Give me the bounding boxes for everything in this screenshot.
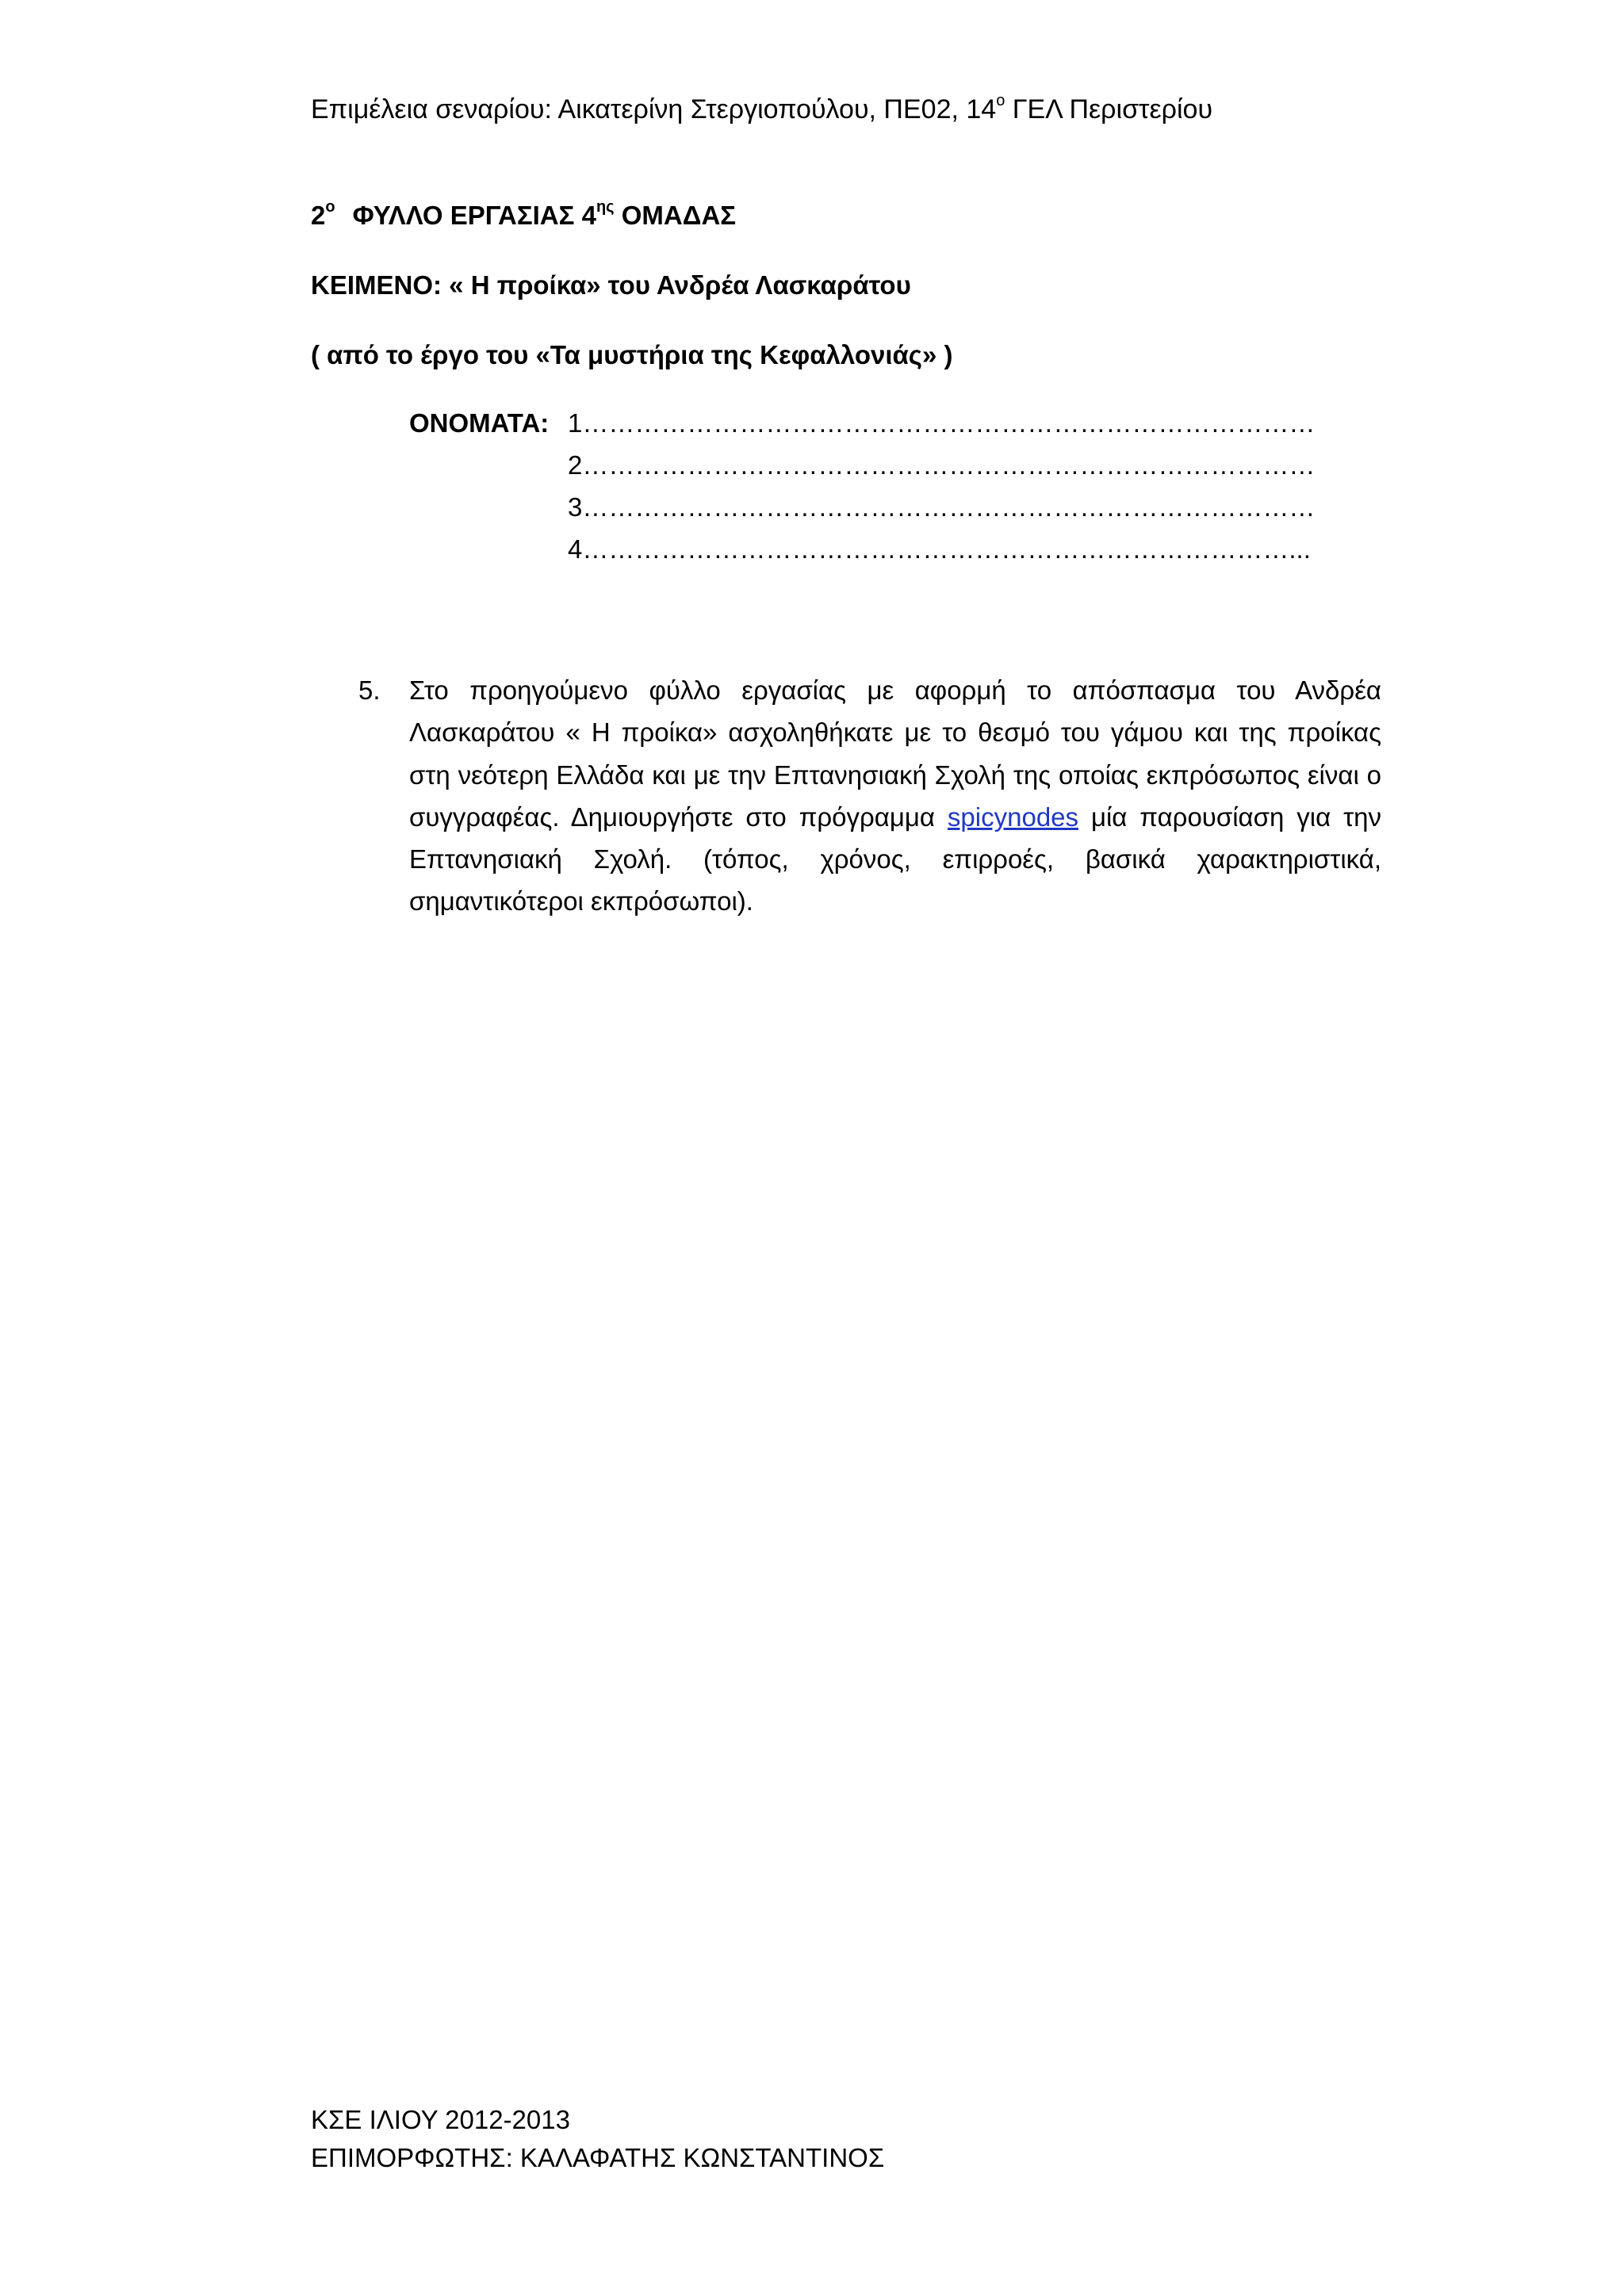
name-line-4: 4………………………………………………………………………... [568,534,1311,564]
spicynodes-link[interactable]: spicynodes [947,802,1079,832]
header-superscript: ο [996,92,1005,109]
header-text-end: ΓΕΛ Περιστερίου [1005,94,1213,124]
names-label: ΟΝΟΜΑΤΑ: [409,408,550,438]
task-text-end: μία παρουσίαση για την Επτανησιακή Σχολή. (τόπος, χρόνος, επιρροές, βασικά χαρακτηριστικά, σημαντικότεροι εκπρόσωποι). [409,802,1381,916]
task-number: 5. [358,675,381,705]
footer-line-1: ΚΣΕ ΙΛΙΟΥ 2012-2013 [311,2105,570,2134]
page-header [311,89,1212,134]
title-superscript: ης [596,198,615,216]
title-text-end: ΟΜΑΔΑΣ [614,201,737,230]
source-heading: ( από το έργο του «Τα μυστήρια της Κεφαλλονιάς» ) [311,340,953,369]
name-line-2: 2………………………………………………………………………… [568,450,1316,480]
title-text: ΦΥΛΛΟ ΕΡΓΑΣΙΑΣ 4 [352,201,596,230]
footer-line-2: ΕΠΙΜΟΡΦΩΤΗΣ: ΚΑΛΑΦΑΤΗΣ ΚΩΝΣΤΑΝΤΙΝΟΣ [311,2143,885,2172]
header-text: Επιμέλεια σεναρίου: Αικατερίνη Στεργιοπούλου, ΠΕ02, 14 [311,94,997,124]
title-number-superscript: ο [325,198,335,216]
worksheet-title [311,195,736,240]
name-line-1: 1………………………………………………………………………… [568,408,1316,438]
task-paragraph [409,669,1381,923]
text-heading: ΚΕΙΜΕΝΟ: « Η προίκα» του Ανδρέα Λασκαράτου [311,270,911,300]
name-line-3: 3………………………………………………………………………… [568,492,1316,522]
task-text: Στο προηγούμενο φύλλο εργασίας με αφορμή το απόσπασμα του Ανδρέα Λασκαράτου « Η προίκα» ασχοληθήκατε με το θεσμό του γάμου και της προίκας στη νεότερη Ελλάδα και με την Επτανησιακή Σχολή της οποίας εκπρόσωπος είναι ο συγγραφέας. Δημιουργήστε στο πρόγραμμα [409,675,1381,832]
title-number: 2 [311,201,326,230]
